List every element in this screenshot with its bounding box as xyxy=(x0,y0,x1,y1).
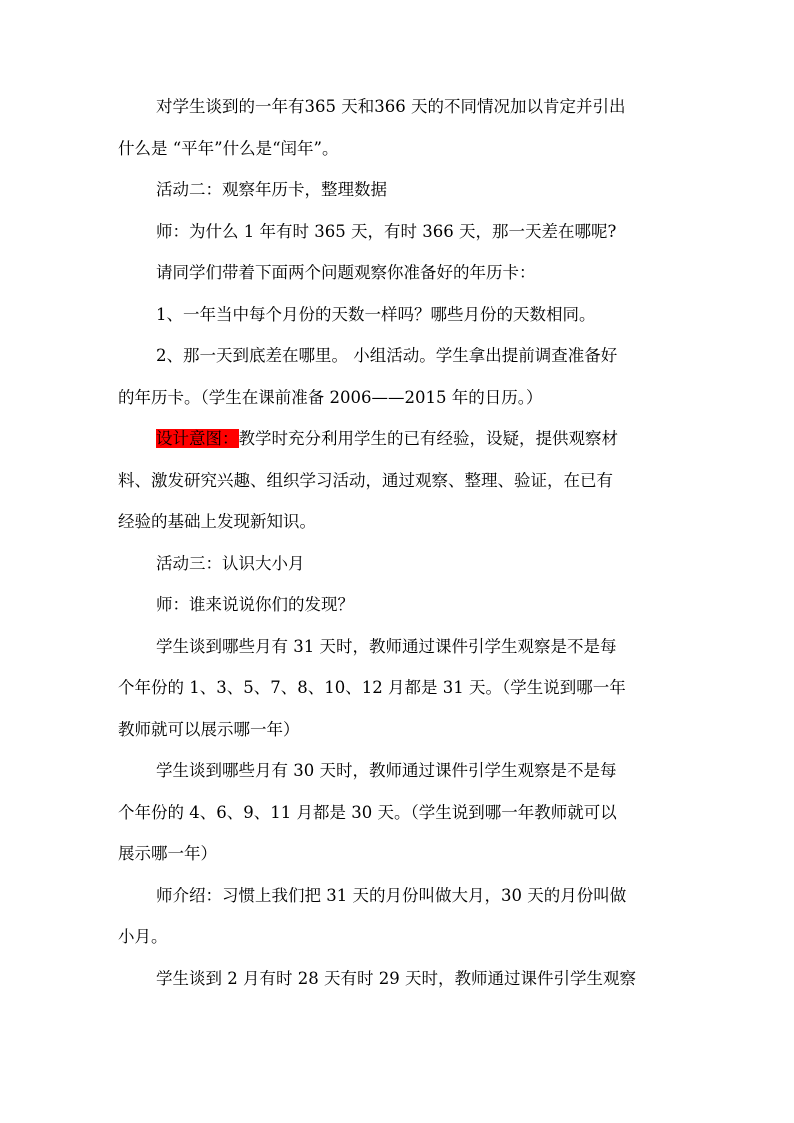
text-line: 学生谈到哪些月有 31 天时，教师通过课件引学生观察是不是每 xyxy=(156,636,617,656)
section-heading: 活动二：观察年历卡，整理数据 xyxy=(156,180,387,199)
design-intent-line xyxy=(118,418,684,460)
text-line: 经验的基础上发现新知识。 xyxy=(118,512,316,531)
text-line: 师：谁来说说你们的发现？ xyxy=(156,595,354,614)
text-line: 小月。 xyxy=(118,927,168,946)
section-heading: 活动三：认识大小月 xyxy=(156,553,305,573)
text-line: 对学生谈到的一年有365 天和366 天的不同情况加以肯定并引出 xyxy=(156,97,626,116)
text-line: 料、激发研究兴趣、组织学习活动，通过观察、整理、验证，在已有 xyxy=(118,470,613,490)
text-line: 请同学们带着下面两个问题观察你准备好的年历卡： xyxy=(156,263,536,282)
text-line: 个年份的 4、6、9、11 月都是 30 天。（学生说到哪一年教师就可以 xyxy=(118,802,617,822)
text-line: 1、一年当中每个月份的天数一样吗？哪些月份的天数相同。 xyxy=(156,304,596,324)
text-line: 2、那一天到底差在哪里。 小组活动。学生拿出提前调查准备好 xyxy=(156,346,618,365)
text-line: 学生谈到 2 月有时 28 天有时 29 天时，教师通过课件引学生观察 xyxy=(156,968,636,988)
text-line: 个年份的 1、3、5、7、8、10、12 月都是 31 天。（学生说到哪一年 xyxy=(118,678,626,697)
text-line: 师：为什么 1 年有时 365 天，有时 366 天，那一天差在哪呢? xyxy=(156,221,617,241)
document-page xyxy=(118,86,684,999)
text-line: 的年历卡。（学生在课前准备 2006——2015 年的日历。） xyxy=(118,387,543,407)
text-line: 什么是 “平年”什么是“闰年”。 xyxy=(118,138,339,158)
design-intent-label: 设计意图： xyxy=(156,429,239,448)
text-line: 展示哪一年） xyxy=(118,844,217,863)
text-line: 师介绍：习惯上我们把 31 天的月份叫做大月，30 天的月份叫做 xyxy=(156,885,627,905)
text-line: 学生谈到哪些月有 30 天时，教师通过课件引学生观察是不是每 xyxy=(156,761,617,780)
design-intent-text: 教学时充分利用学生的已有经验，设疑，提供观察材 xyxy=(238,429,618,448)
text-line: 教师就可以展示哪一年） xyxy=(118,719,300,739)
